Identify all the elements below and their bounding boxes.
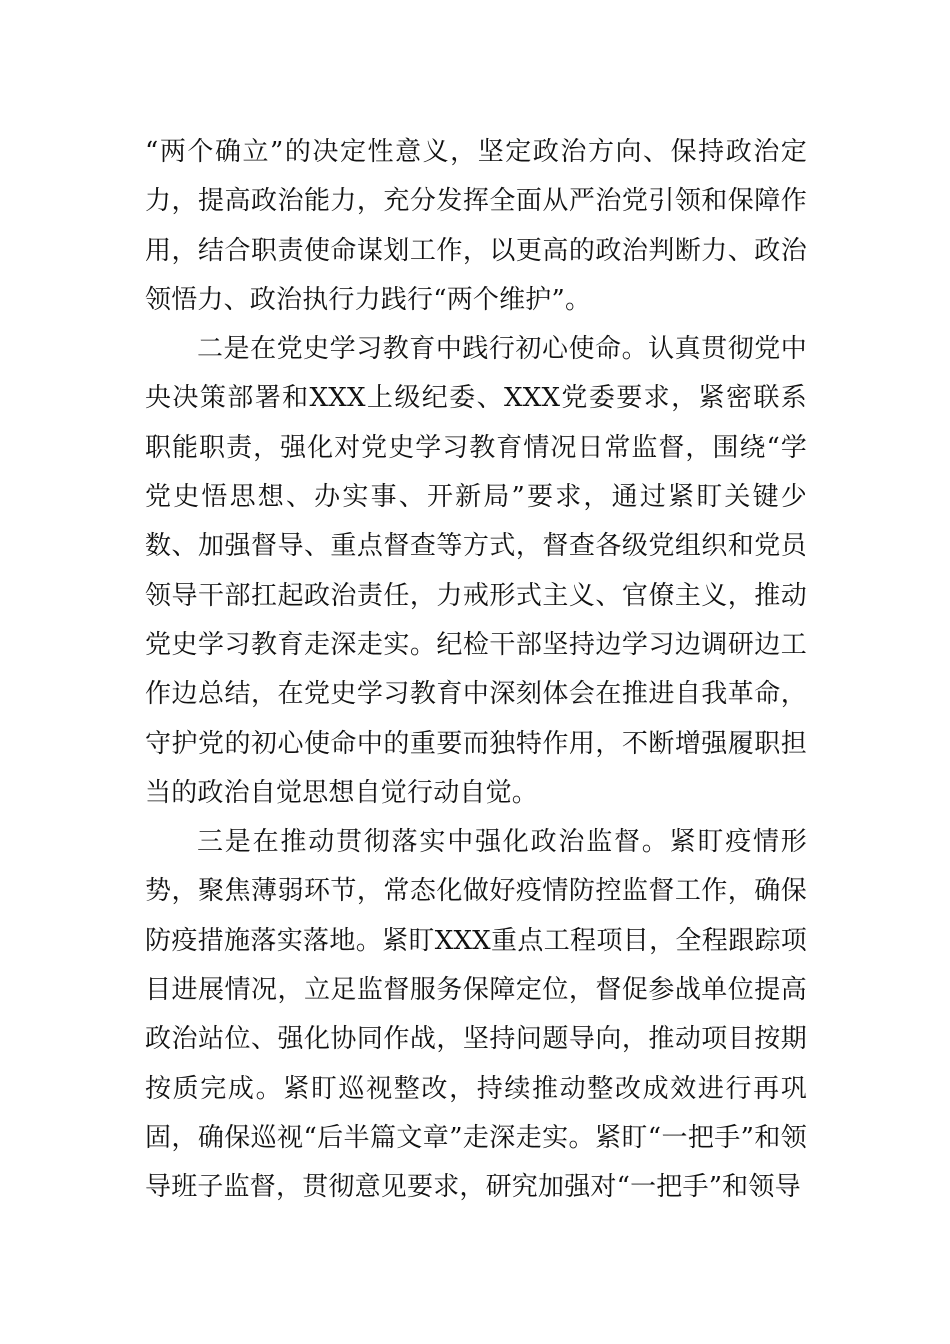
document-body [145, 128, 807, 1213]
paragraph-continued: “两个确立”的决定性意义，坚定政治方向、保持政治定力，提高政治能力，充分发挥全面从严治党引领和保障作用，结合职责使命谋划工作，以更高的政治判断力、政治领悟力、政治执行力践行“两个维护”。 [145, 137, 807, 315]
paragraph-point-two: 二是在党史学习教育中践行初心使命。认真贯彻党中央决策部署和XXX上级纪委、XXX党委要求，紧密联系职能职责，强化对党史学习教育情况日常监督，围绕“学党史悟思想、办实事、开新局”要求，通过紧盯关键少数、加强督导、重点督查等方式，督查各级党组织和党员领导干部扛起政治责任，力戒形式主义、官僚主义，推动党史学习教育走深走实。纪检干部坚持边学习边调研边工作边总结，在党史学习教育中深刻体会在推进自我革命，守护党的初心使命中的重要而独特作用，不断增强履职担当的政治自觉思想自觉行动自觉。 [145, 334, 807, 808]
paragraph-point-three: 三是在推动贯彻落实中强化政治监督。紧盯疫情形势，聚焦薄弱环节，常态化做好疫情防控监督工作，确保防疫措施落实落地。紧盯XXX重点工程项目，全程跟踪项目进展情况，立足监督服务保障定位，督促参战单位提高政治站位、强化协同作战，坚持问题导向，推动项目按期按质完成。紧盯巡视整改，持续推动整改成效进行再巩固，确保巡视“后半篇文章”走深走实。紧盯“一把手”和领导班子监督，贯彻意见要求，研究加强对“一把手”和领导 [145, 827, 807, 1203]
